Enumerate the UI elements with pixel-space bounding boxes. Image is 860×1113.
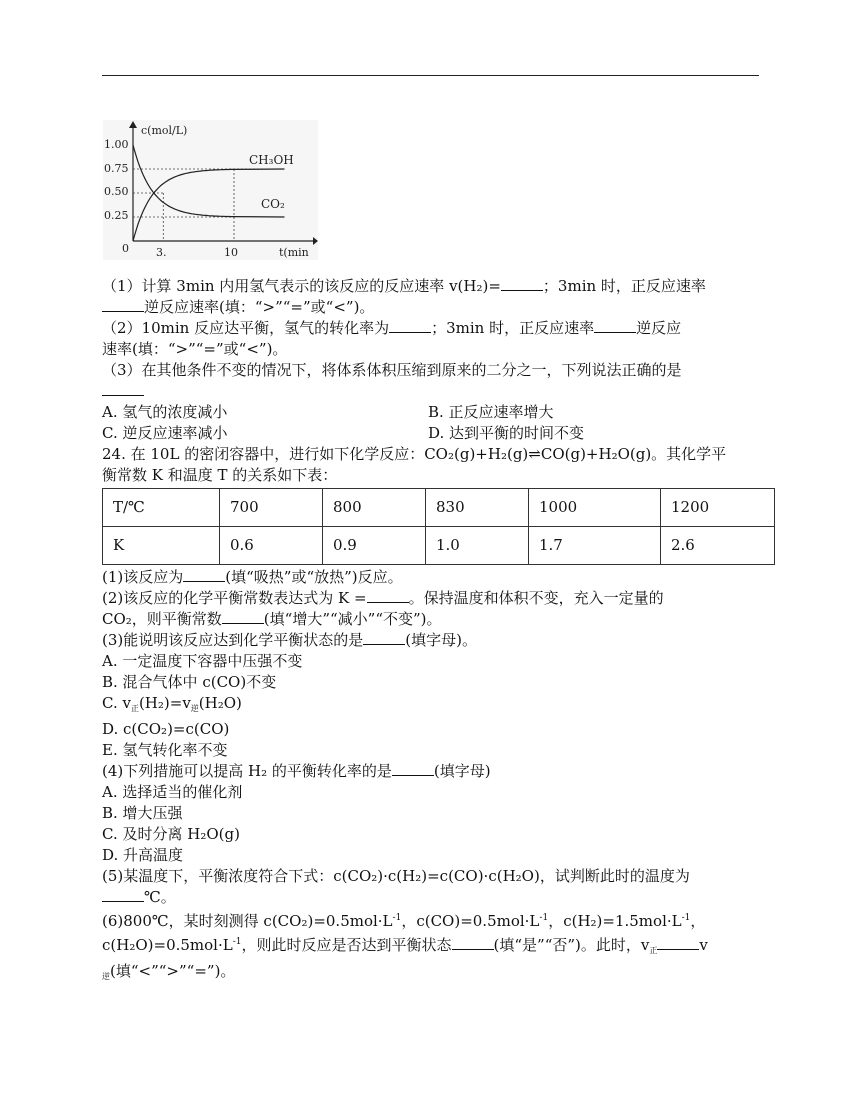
question-text <box>102 276 762 987</box>
table-row <box>103 489 775 527</box>
graph-svg <box>103 120 318 260</box>
p6-line3: $_逆$(填“<”“>”“=”)。 <box>102 962 236 981</box>
table-cell: 830 <box>426 489 529 527</box>
q1-line2: 逆反应速率(填：“>”“=”或“<”)。 <box>102 297 762 318</box>
answer-blank[interactable] <box>102 381 144 396</box>
p2-line2: CO₂，则平衡常数 (填“增大”“减小”“不变”)。 <box>102 610 442 628</box>
table-cell: K <box>103 527 220 565</box>
answer-blank[interactable] <box>367 588 409 603</box>
p6-line2: $c(H_2O)=0.5mol\cdot L^{-1}$，则此时反应是否达到平衡状态 (填“是”“否”)。此时，$v_正$ v <box>102 936 708 955</box>
origin-label: 0 <box>122 242 129 255</box>
q1-line1: （1）计算 3min 内用氢气表示的该反应的反应速率 v(H₂)= ；3min 时，正反应速率 <box>102 277 706 295</box>
p3-option-b[interactable]: B. 混合气体中 c(CO)不变 <box>102 673 277 691</box>
table-cell: 1.7 <box>529 527 661 565</box>
q2-line2: 速率(填：“>”“=”或“<”)。 <box>102 340 288 358</box>
p3-option-d[interactable]: D. c(CO₂)=c(CO) <box>102 720 230 738</box>
x-axis-arrow <box>313 237 318 245</box>
table-cell: 0.6 <box>220 527 323 565</box>
p4-option-a[interactable]: A. 选择适当的催化剂 <box>102 783 243 801</box>
table-cell: 2.6 <box>661 527 775 565</box>
y-tick-1: 1.00 <box>104 138 129 151</box>
x-tick-3: 3. <box>156 246 167 259</box>
ch3oh-label: CH₃OH <box>249 153 294 167</box>
p5-line2: ℃。 <box>102 887 762 908</box>
concentration-time-graph <box>103 120 318 260</box>
answer-blank[interactable] <box>102 297 144 312</box>
p4-option-b[interactable]: B. 增大压强 <box>102 804 183 822</box>
option-c[interactable]: C. 逆反应速率减小 <box>102 424 228 442</box>
q3-line1: （3）在其他条件不变的情况下，将体系体积压缩到原来的二分之一，下列说法正确的是 <box>102 361 682 379</box>
option-b[interactable]: B. 正反应速率增大 <box>428 403 554 421</box>
q24-line2: 衡常数 K 和温度 T 的关系如下表： <box>102 466 338 484</box>
answer-blank[interactable] <box>389 318 431 333</box>
answer-blank[interactable] <box>657 935 699 950</box>
p6-line1: (6)800℃，某时刻测得 $c(CO_2)=0.5mol\cdot L^{-1}$，$c(CO)=0.5mol\cdot L^{-1}$，$c(H_2)=1.5mol\cdot L^{-1}$， <box>102 912 706 930</box>
co2-label: CO₂ <box>261 197 285 211</box>
q24-line1: 24. 在 10L 的密闭容器中，进行如下化学反应：CO₂(g)+H₂(g)⇌CO(g)+H₂O(g)。其化学平 <box>102 445 727 463</box>
q2-line1: （2）10min 反应达平衡，氢气的转化率为 ；3min 时，正反应速率 逆反应 <box>102 319 682 337</box>
p3-option-c[interactable]: C. $v_正(H_2)=v_逆(H_2O)$ <box>102 694 242 713</box>
y-tick-3: 0.50 <box>104 185 129 198</box>
answer-blank[interactable] <box>594 318 636 333</box>
p4-option-d[interactable]: D. 升高温度 <box>102 846 184 864</box>
p1-line: (1)该反应为 (填“吸热”或“放热”)反应。 <box>102 568 403 586</box>
table-cell: 1000 <box>529 489 661 527</box>
q3-options-row2 <box>102 423 762 444</box>
option-a[interactable]: A. 氢气的浓度减小 <box>102 403 228 421</box>
y-axis-arrow <box>129 121 137 128</box>
header-rule <box>102 75 759 76</box>
x-axis-label: t(min <box>279 246 309 259</box>
answer-blank[interactable] <box>392 761 434 776</box>
answer-blank[interactable] <box>501 276 543 291</box>
table-cell: 0.9 <box>323 527 426 565</box>
table-cell: 800 <box>323 489 426 527</box>
y-axis-label: c(mol/L) <box>141 124 188 137</box>
p3-option-a[interactable]: A. 一定温度下容器中压强不变 <box>102 652 303 670</box>
table-cell: 1.0 <box>426 527 529 565</box>
k-temperature-table <box>102 488 775 565</box>
y-tick-4: 0.25 <box>104 209 129 222</box>
p3-option-e[interactable]: E. 氢气转化率不变 <box>102 741 228 759</box>
answer-blank[interactable] <box>222 609 264 624</box>
table-cell: T/℃ <box>103 489 220 527</box>
answer-blank[interactable] <box>452 935 494 950</box>
x-tick-10: 10 <box>224 246 238 259</box>
table-cell: 1200 <box>661 489 775 527</box>
answer-blank[interactable] <box>183 567 225 582</box>
answer-blank[interactable] <box>363 630 405 645</box>
q3-line2 <box>102 381 762 402</box>
answer-blank[interactable] <box>102 887 144 902</box>
p4-option-c[interactable]: C. 及时分离 H₂O(g) <box>102 825 240 843</box>
q3-options-row1 <box>102 402 762 423</box>
table-cell: 700 <box>220 489 323 527</box>
p4-line: (4)下列措施可以提高 H₂ 的平衡转化率的是 (填字母) <box>102 762 491 780</box>
p3-line: (3)能说明该反应达到化学平衡状态的是 (填字母)。 <box>102 631 477 649</box>
option-d[interactable]: D. 达到平衡的时间不变 <box>428 424 585 442</box>
p2-line1: (2)该反应的化学平衡常数表达式为 K = 。保持温度和体积不变，充入一定量的 <box>102 589 664 607</box>
table-row <box>103 527 775 565</box>
p5-line1: (5)某温度下，平衡浓度符合下式：c(CO₂)·c(H₂)=c(CO)·c(H₂O)，试判断此时的温度为 <box>102 867 690 885</box>
y-tick-2: 0.75 <box>104 162 129 175</box>
